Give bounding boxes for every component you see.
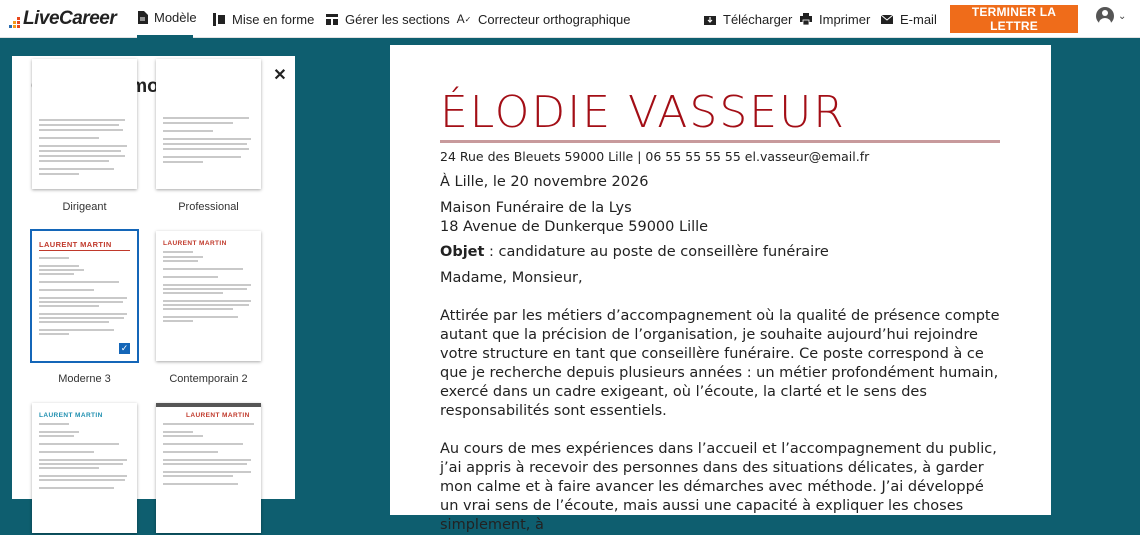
template-thumbnail <box>32 403 137 533</box>
letter-recipient-address: 18 Avenue de Dunkerque 59000 Lille <box>440 219 709 235</box>
letter-salutation: Madame, Monsieur, <box>440 270 583 286</box>
object-label: Objet <box>440 244 485 260</box>
download-button[interactable] <box>703 0 792 38</box>
letter-contact: 24 Rue des Bleuets 59000 Lille | 06 55 55 55 55 el.vasseur@email.fr <box>440 149 870 164</box>
tab-mise-en-forme-label: Mise en forme <box>232 11 315 27</box>
template-moderne-3[interactable] <box>32 231 137 385</box>
template-thumbnail <box>156 231 261 361</box>
template-label: Moderne 3 <box>58 373 111 385</box>
template-thumbnail <box>156 59 261 189</box>
tab-correcteur-label: Correcteur orthographique <box>478 11 631 27</box>
tab-gerer-sections[interactable] <box>325 0 450 38</box>
email-label: E-mail <box>900 11 937 27</box>
logo-text: LiveCareer <box>23 8 117 29</box>
download-label: Télécharger <box>723 11 793 27</box>
tab-gerer-sections-label: Gérer les sections <box>345 11 450 27</box>
print-label: Imprimer <box>819 11 871 27</box>
tab-mise-en-forme[interactable] <box>212 0 314 38</box>
letter-preview[interactable] <box>390 45 1051 533</box>
livecareer-logo[interactable] <box>9 8 116 30</box>
letter-object <box>440 244 1005 260</box>
template-panel <box>12 56 295 499</box>
chevron-down-icon: ⌄ <box>1118 10 1127 22</box>
template-thumbnail <box>32 59 137 189</box>
logo-dots-icon <box>9 17 20 28</box>
tab-modele[interactable] <box>137 0 197 38</box>
email-icon <box>880 12 894 26</box>
template-row3-left[interactable] <box>32 403 137 533</box>
template-thumbnail <box>32 231 137 361</box>
letter-recipient-name: Maison Funéraire de la Lys <box>440 200 632 216</box>
spellcheck-icon: A ✓ <box>456 12 472 26</box>
template-professional[interactable] <box>156 59 261 213</box>
template-dirigeant[interactable] <box>32 59 137 213</box>
letter-paragraph-1: Attirée par les métiers d’accompagnement où la qualité de présence compte autant que la précision de l’organisation, je souhaite aujourd’hui rejoindre votre structure en tant que conseillère funéraire. Ce poste correspond à ce que je recherche depuis plusieurs années : un métier profondément humain, exercé dans un cadre exigeant, où l’écoute, la clarté et le sens des responsabilités sont essentiels. <box>440 308 1000 419</box>
name-divider <box>440 140 1000 143</box>
user-avatar-icon <box>1096 7 1114 25</box>
tab-correcteur[interactable] <box>456 0 630 38</box>
tab-modele-label: Modèle <box>154 10 197 25</box>
finish-letter-button[interactable]: TERMINER LA LETTRE <box>950 5 1078 33</box>
top-bar <box>0 0 1140 38</box>
close-icon[interactable]: ✕ <box>273 67 287 84</box>
email-button[interactable] <box>880 0 937 38</box>
download-icon <box>703 12 717 26</box>
thumb-name: LAURENT MARTIN <box>39 412 103 419</box>
sections-icon <box>325 12 339 26</box>
template-thumbnail <box>156 403 261 533</box>
format-icon <box>212 12 226 26</box>
print-icon <box>799 12 813 26</box>
letter-date: À Lille, le 20 novembre 2026 <box>440 174 649 190</box>
object-text: : candidature au poste de conseillère funéraire <box>484 244 829 260</box>
thumb-name: LAURENT MARTIN <box>186 412 250 419</box>
print-button[interactable] <box>799 0 870 38</box>
letter-paragraph-2: Au cours de mes expériences dans l’accueil et l’accompagnement du public, j’ai appris à recevoir des personnes dans des situations délicates, à garder mon calme et à faire avancer les démarches avec méthode. J’ai développé un vrai sens de l’écoute, mais aussi une capacité à expliquer les choses simplement, à <box>440 441 997 533</box>
template-contemporain-2[interactable] <box>156 231 261 385</box>
selected-check-icon: ✓ <box>120 343 129 353</box>
template-row3-right[interactable] <box>156 403 261 533</box>
thumb-name: LAURENT MARTIN <box>163 240 227 247</box>
template-label: Professional <box>178 201 239 213</box>
thumb-name: LAURENT MARTIN <box>39 240 112 249</box>
letter-name: ÉLODIE VASSEUR <box>440 87 846 138</box>
user-menu[interactable] <box>1096 7 1126 25</box>
document-icon <box>137 11 148 25</box>
template-label: Contemporain 2 <box>169 373 248 385</box>
thumb-header-stripe <box>156 403 261 407</box>
template-label: Dirigeant <box>62 201 107 213</box>
